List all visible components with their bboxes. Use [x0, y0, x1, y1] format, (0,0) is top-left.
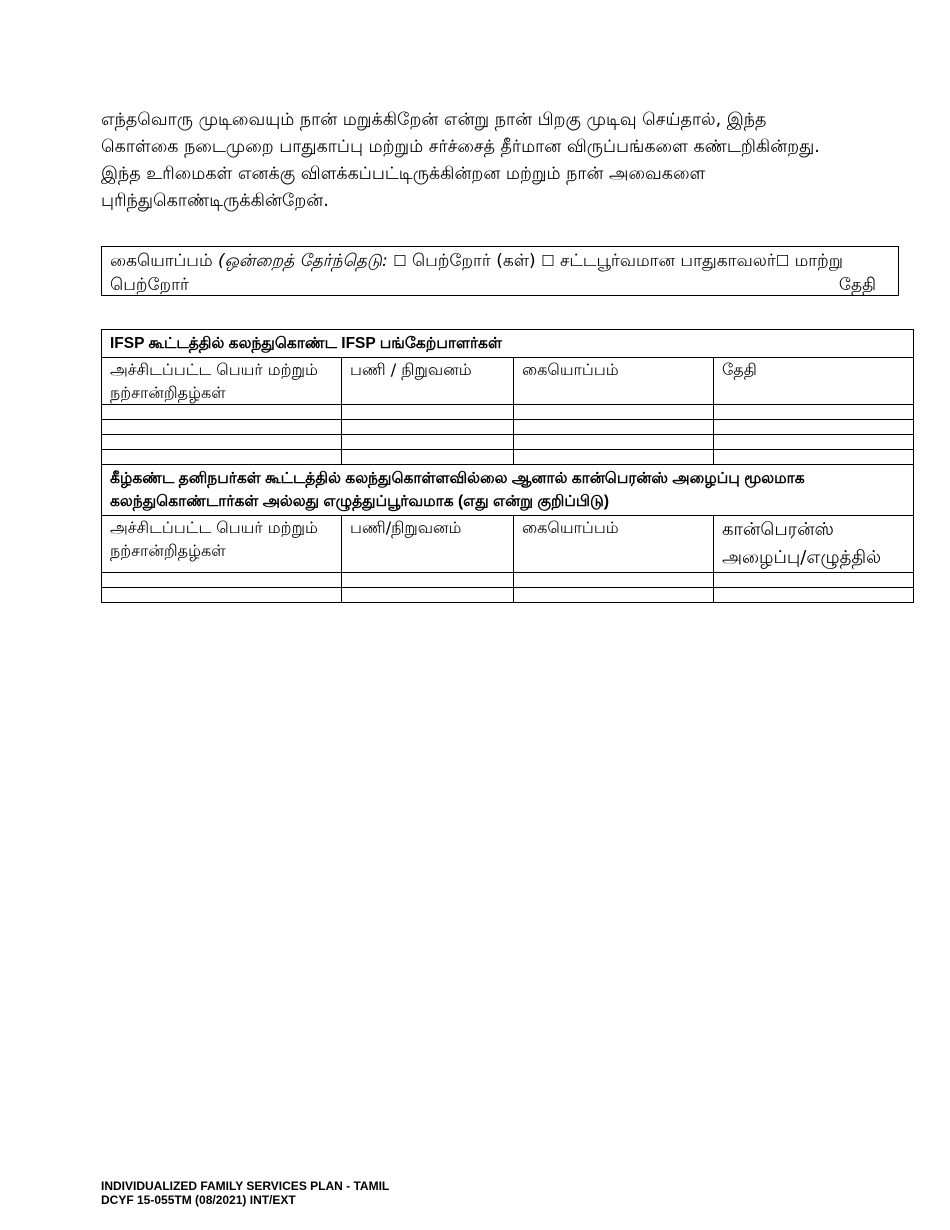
option-parents: பெற்றோர் (கள்)	[406, 251, 542, 271]
conference-cell[interactable]	[714, 588, 914, 603]
signature-box	[101, 246, 899, 296]
signature-hint: (ஒன்றைத் தேர்ந்தெடு:	[218, 251, 394, 271]
header-row	[102, 358, 914, 405]
checkbox-guardian[interactable]: ☐	[541, 252, 555, 270]
column-header-date: தேதி	[714, 358, 914, 405]
section1-title: IFSP கூட்டத்தில் கலந்துகொண்ட IFSP பங்கேற்பாளர்கள்	[102, 330, 914, 358]
table-row	[102, 450, 914, 465]
date-cell[interactable]	[714, 450, 914, 465]
date-cell[interactable]	[714, 405, 914, 420]
date-cell[interactable]	[714, 435, 914, 450]
role-cell[interactable]	[342, 435, 514, 450]
intro-line: இந்த உரிமைகள் எனக்கு விளக்கப்பட்டிருக்கின்றன மற்றும் நான் அவைகளை	[101, 164, 706, 184]
intro-line: எந்தவொரு முடிவையும் நான் மறுக்கிறேன் என்று நான் பிறகு முடிவு செய்தால், இந்த	[101, 110, 767, 130]
option-surrogate-cont: பெற்றோர்	[110, 275, 189, 295]
name-cell[interactable]	[102, 450, 342, 465]
table-row	[102, 420, 914, 435]
intro-line: புரிந்துகொண்டிருக்கின்றேன்.	[101, 191, 329, 211]
table-row	[102, 435, 914, 450]
table-row	[102, 588, 914, 603]
conference-cell[interactable]	[714, 573, 914, 588]
header-row	[102, 516, 914, 573]
column-header-name: அச்சிடப்பட்ட பெயர் மற்றும் நற்சான்றிதழ்கள்	[102, 358, 342, 405]
table-row	[102, 405, 914, 420]
section2-title: கீழ்கண்ட தனிநபர்கள் கூட்டத்தில் கலந்துகொள்ளவில்லை ஆனால் கான்பெரன்ஸ் அழைப்பு மூலமாக கலந்துகொண்டார்கள் அல்லது எழுத்துப்பூர்வமாக (எது என்று குறிப்பிடு)	[102, 465, 914, 516]
role-cell[interactable]	[342, 420, 514, 435]
table-row	[102, 573, 914, 588]
participants-table	[101, 329, 914, 603]
signature-cell[interactable]	[514, 435, 714, 450]
column-header-role: பணி/நிறுவனம்	[342, 516, 514, 573]
column-header-signature: கையொப்பம்	[514, 358, 714, 405]
intro-line: கொள்கை நடைமுறை பாதுகாப்பு மற்றும் சர்ச்சைத் தீர்மான விருப்பங்களை கண்டறிகின்றது.	[101, 137, 820, 157]
column-header-name: அச்சிடப்பட்ட பெயர் மற்றும் நற்சான்றிதழ்கள்	[102, 516, 342, 573]
intro-paragraph	[101, 107, 911, 215]
footer-form-title: INDIVIDUALIZED FAMILY SERVICES PLAN - TAMIL	[101, 1179, 390, 1193]
signature-cell[interactable]	[514, 588, 714, 603]
option-guardian: சட்டபூர்வமான பாதுகாவலர்	[554, 251, 776, 271]
name-cell[interactable]	[102, 420, 342, 435]
role-cell[interactable]	[342, 405, 514, 420]
signature-date-label: தேதி	[838, 275, 876, 295]
signature-cell[interactable]	[514, 420, 714, 435]
form-footer	[101, 1179, 389, 1207]
signature-cell[interactable]	[514, 573, 714, 588]
role-cell[interactable]	[342, 588, 514, 603]
checkbox-parents[interactable]: ☐	[393, 252, 407, 270]
column-header-role: பணி / நிறுவனம்	[342, 358, 514, 405]
checkbox-surrogate[interactable]: ☐	[775, 252, 790, 270]
signature-cell[interactable]	[514, 405, 714, 420]
option-surrogate: மாற்று	[789, 251, 843, 271]
footer-form-number: DCYF 15-055TM (08/2021) INT/EXT	[101, 1193, 296, 1207]
section-title-row	[102, 465, 914, 516]
name-cell[interactable]	[102, 573, 342, 588]
role-cell[interactable]	[342, 450, 514, 465]
name-cell[interactable]	[102, 405, 342, 420]
signature-line-2	[110, 273, 890, 297]
date-cell[interactable]	[714, 420, 914, 435]
name-cell[interactable]	[102, 588, 342, 603]
column-header-signature: கையொப்பம்	[514, 516, 714, 573]
section-title-row	[102, 330, 914, 358]
signature-line	[110, 249, 890, 273]
signature-cell[interactable]	[514, 450, 714, 465]
name-cell[interactable]	[102, 435, 342, 450]
signature-label: கையொப்பம்	[110, 251, 219, 271]
role-cell[interactable]	[342, 573, 514, 588]
column-header-conference: கான்பெரன்ஸ் அழைப்பு/எழுத்தில்	[714, 516, 914, 573]
